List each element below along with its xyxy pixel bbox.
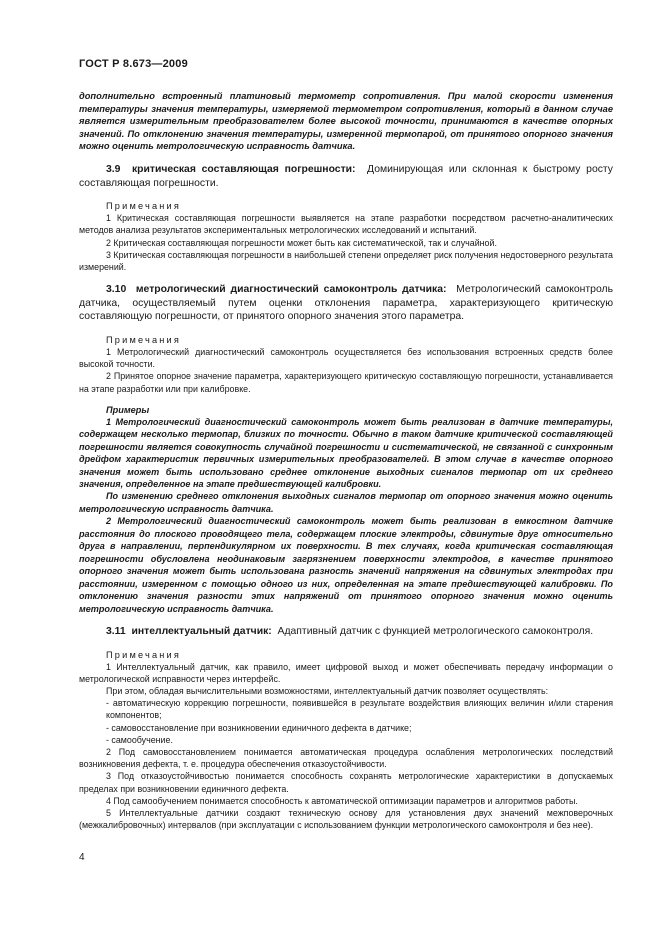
examples-title: Примеры (106, 404, 150, 415)
term-3-11-number: 3.11 (106, 626, 126, 638)
note-3-10-1: 1 Метрологический диагностический самоконтроль осуществляется без использования встроенных средств более высокой точности. (79, 346, 613, 370)
note-3-9-2: 2 Критическая составляющая погрешности может быть как систематической, так и случайной. (106, 237, 497, 248)
page-number: 4 (79, 852, 85, 863)
page-content (79, 90, 613, 831)
note-3-11-3: 3 Под отказоустойчивостью понимается способность сохранять метрологические характеристики в допускаемых пределах при возникновении единичного дефекта. (79, 771, 613, 794)
term-3-9-definition: Доминирующая или склонная к быстрому росту составляющая погрешности. (79, 163, 614, 189)
note-3-10-2: 2 Принятое опорное значение параметра, характеризующего критическую составляющую погрешности, устанавливается на этапе разработки или при калибровке. (79, 371, 613, 394)
notes-title-3-10: Примечания (106, 334, 182, 345)
dash-item-3: - самообучение. (106, 734, 173, 745)
term-3-9 (79, 163, 613, 190)
intro-paragraph: дополнительно встроенный платиновый термометр сопротивления. При малой скорости изменения температуры значения температуры, измеряемой термометром сопротивления, который в данном случае является измерительным преобразователем более высокой точности, принимаются в качестве опорных значений. По отклонению значения температуры, измеренной термопарой, от принятого опорного значения можно оценить метрологическую исправность датчика. (79, 91, 613, 152)
notes-title-3-11: Примечания (106, 649, 182, 660)
term-3-11-definition: Адаптивный датчик с функцией метрологического самоконтроля. (277, 626, 594, 638)
example-1-continued: По изменению среднего отклонения выходных сигналов термопар от опорного значения можно оценить метрологическую исправность датчика. (79, 491, 613, 514)
dash-item-2: - самовосстановление при возникновении единичного дефекта в датчике; (106, 722, 412, 733)
term-3-9-number: 3.9 (106, 163, 121, 175)
example-1: 1 Метрологический диагностический самоконтроль может быть реализован в датчике температуры, содержащем несколько термопар, близких по точности. Обычно в таком датчике критической составляющей погрешности является совокупность случайной погрешности и систематической, не связанной с синхронным дрейфом характеристик первичных измерительных преобразователей. В этом случае в качестве опорного значения может быть использовано среднее отклонение выходных сигналов термопар от их среднего значения, определенное на этапе предшествующей калибровки. (79, 416, 613, 490)
term-3-10-number: 3.10 (106, 284, 127, 296)
term-3-10-title: метрологический диагностический самоконтроль датчика: (135, 284, 447, 296)
term-3-10 (79, 283, 613, 324)
note-3-9-1: 1 Критическая составляющая погрешности выявляется на этапе разработки посредством расчетно-аналитических методов анализа результатов экспериментальных метрологических исследований и испытаний. (79, 213, 613, 236)
dash-item-1: - автоматическую коррекцию погрешности, появившейся в результате воздействия влияющих величин и/или старения компонентов; (106, 698, 613, 721)
notes-title-3-9: Примечания (106, 201, 182, 212)
note-3-11-5: 5 Интеллектуальные датчики создают техническую основу для установления двух значений межповерочных (межкалибровочных) интервалов (при эксплуатации с использованием функции метрологического самоконтроля и без нее). (79, 808, 613, 831)
term-3-10-definition: Метрологический самоконтроль датчика, осуществляемый путем оценки отклонения параметра, характеризующего критическую составляющую погрешности, от принятого опорного значения этого параметра. (79, 284, 613, 323)
term-3-11 (79, 625, 613, 639)
note-3-11-4: 4 Под самообучением понимается способность к автоматической оптимизации параметров и алгоритмов работы. (106, 795, 578, 806)
note-3-11-1: 1 Интеллектуальный датчик, как правило, имеет цифровой выход и может обеспечивать передачу информации о метрологической исправности через интерфейс. (79, 661, 613, 684)
document-header: ГОСТ Р 8.673—2009 (79, 58, 188, 70)
note-3-11-2: 2 Под самовосстановлением понимается автоматическая процедура ослабления метрологических последствий возникновения дефекта, т. е. процедура обеспечения отказоустойчивости. (79, 747, 613, 770)
example-2: 2 Метрологический диагностический самоконтроль может быть реализован в емкостном датчике расстояния до плоского проводящего тела, содержащем плоские электроды, сдвинутые друг относительно друга в направлении, перпендикулярном их поверхности. В тех случаях, когда критическая составляющая погрешности обусловлена неодинаковым загрязнением поверхности электродов, в качестве принятого опорного значения может быть использована разность значений напряжения на сдвинутых электродах при расстоянии, измеренном с помощью одного из них, определенная на этапе предшествующей калибровки. По отклонению значения разности этих напряжений от принятого опорного значения можно оценить метрологическую исправность датчика. (79, 516, 613, 614)
term-3-11-title: интеллектуальный датчик: (131, 626, 272, 638)
term-3-9-title: критическая составляющая погрешности: (131, 163, 356, 175)
note-3-11-1b: При этом, обладая вычислительными возможностями, интеллектуальный датчик позволяет осуществлять: (106, 686, 549, 697)
note-3-9-3: 3 Критическая составляющая погрешности в наибольшей степени определяет риск получения недостоверного результата измерений. (79, 249, 613, 272)
